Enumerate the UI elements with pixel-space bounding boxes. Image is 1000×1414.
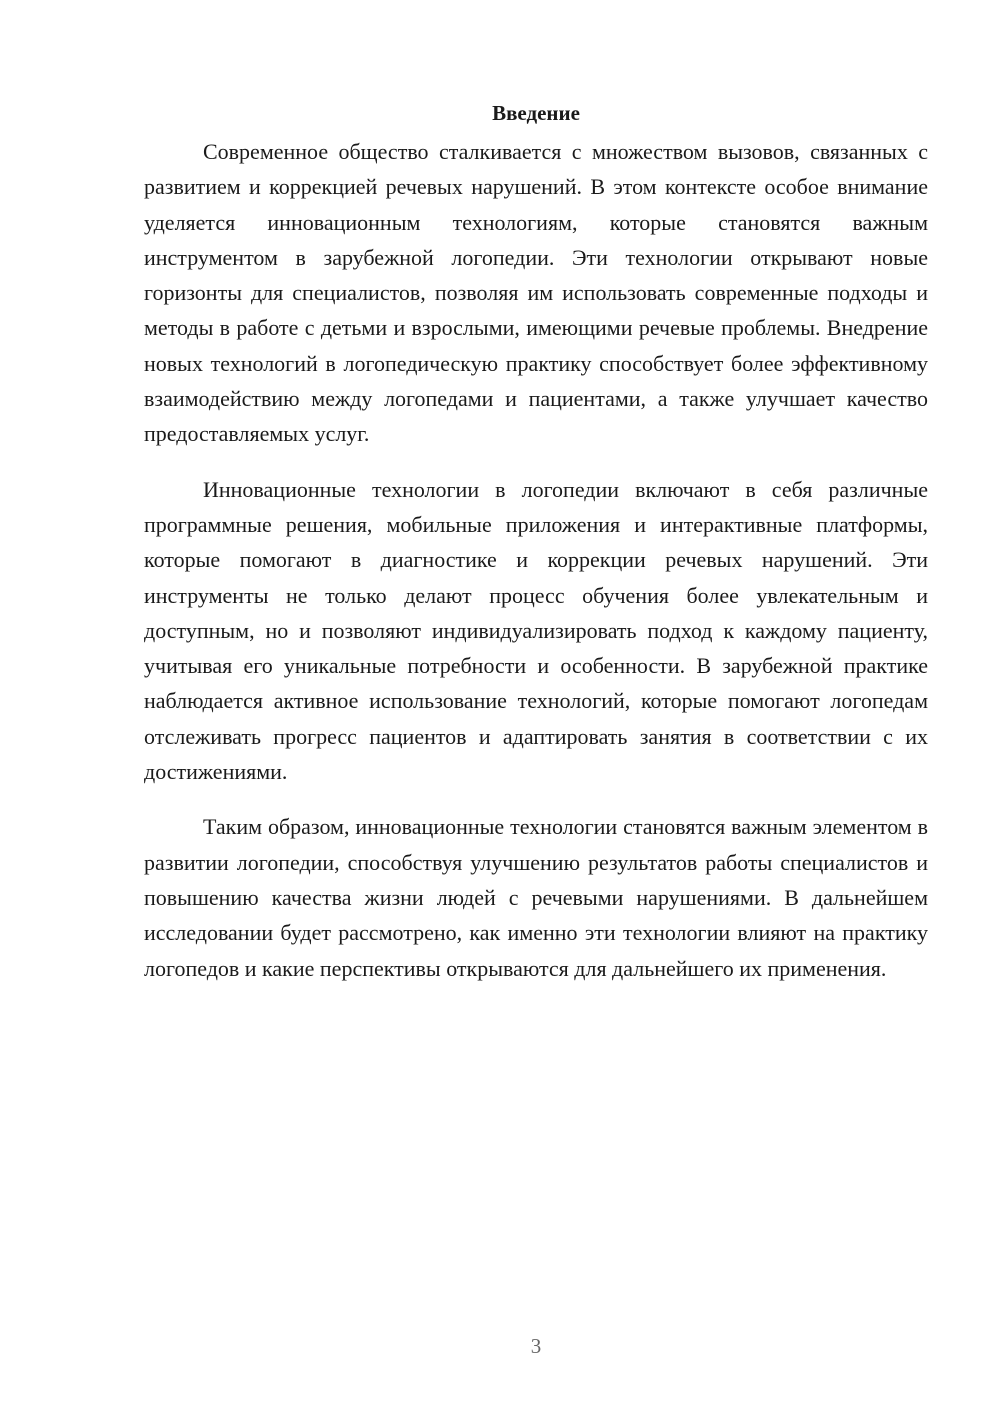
paragraph-3: Таким образом, инновационные технологии становятся важным элементом в развитии логопедии, способствуя улучшению результатов работы специалистов и повышению качества жизни людей с речевыми нарушениями. В дальнейшем исследовании будет рассмотрено, как именно эти технологии влияют на практику логопедов и какие перспективы открываются для дальнейшего их применения.	[144, 814, 928, 981]
page-content	[144, 98, 928, 1006]
section-title: Введение	[492, 101, 580, 125]
page-number: 3	[530, 1334, 542, 1358]
paragraph-2: Инновационные технологии в логопедии включают в себя различные программные решения, мобильные приложения и интерактивные платформы, которые помогают в диагностике и коррекции речевых нарушений. Эти инструменты не только делают процесс обучения более увлекательным и доступным, но и позволяют индивидуализировать подход к каждому пациенту, учитывая его уникальные потребности и особенности. В зарубежной практике наблюдается активное использование технологий, которые помогают логопедам отслеживать прогресс пациентов и адаптировать занятия в соответствии с их достижениями.	[144, 476, 928, 785]
paragraph-1: Современное общество сталкивается с множеством вызовов, связанных с развитием и коррекцией речевых нарушений. В этом контексте особое внимание уделяется инновационным технологиям, которые становятся важным инструментом в зарубежной логопедии. Эти технологии открывают новые горизонты для специалистов, позволяя им использовать современные подходы и методы в работе с детьми и взрослыми, имеющими речевые проблемы. Внедрение новых технологий в логопедическую практику способствует более эффективному взаимодействию между логопедами и пациентами, а также улучшает качество предоставляемых услуг.	[144, 139, 928, 447]
